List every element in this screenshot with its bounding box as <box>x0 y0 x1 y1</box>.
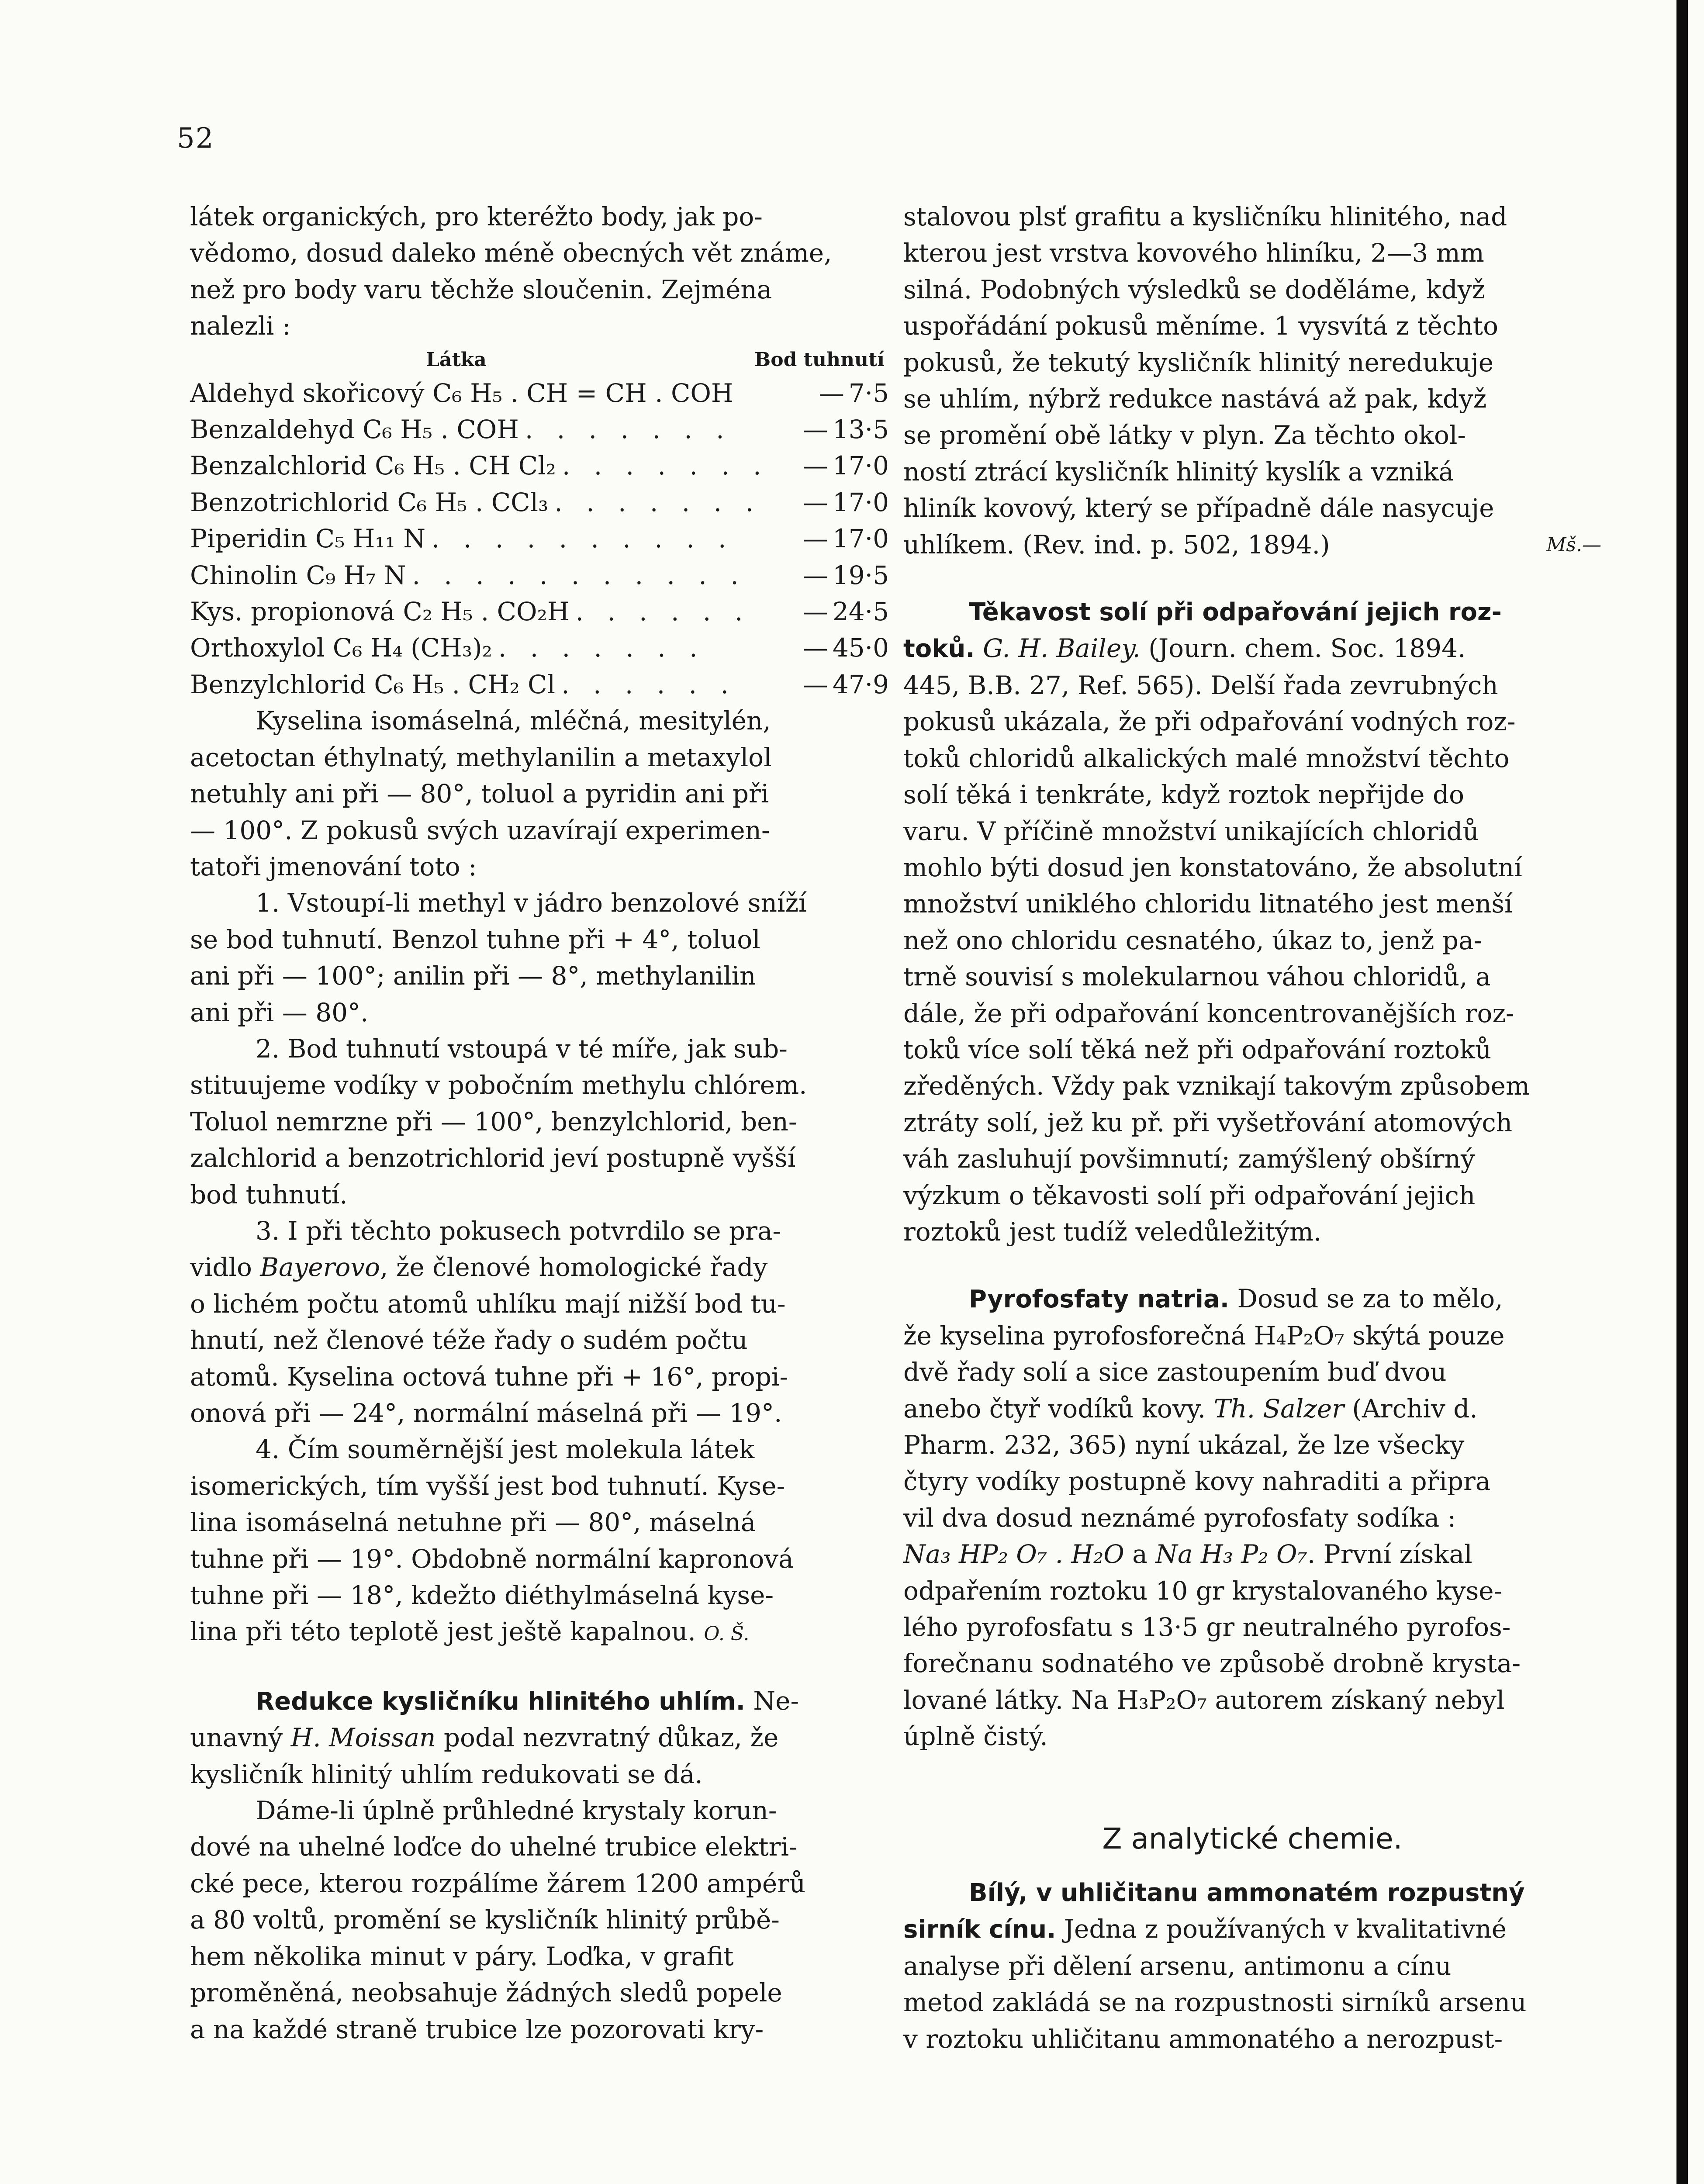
text-line: netuhly ani při — 80°, toluol a pyridin ani při <box>190 779 769 809</box>
text-line <box>190 1720 889 1756</box>
text-line: onová při — 24°, normální máselná při — 19°. <box>190 1398 782 1428</box>
cited-name: Bayerovo <box>260 1252 380 1282</box>
table-row <box>190 411 889 448</box>
author-signature: O. Š. <box>704 1623 750 1645</box>
text-line: varu. V příčině množství unikajících chloridů <box>903 816 1479 846</box>
cited-name: H. Moissan <box>290 1723 436 1753</box>
text-fragment: podal nezvratný důkaz, že <box>436 1723 779 1753</box>
text-fragment: (Journ. chem. Soc. 1894. <box>1140 633 1466 663</box>
text-line: čtyry vodíky postupně kovy nahraditi a připra <box>903 1466 1491 1496</box>
text-line: se uhlím, nýbrž redukce nastává až pak, když <box>903 384 1487 414</box>
text-line: pokusů ukázala, že při odpařování vodných roz- <box>903 707 1516 737</box>
text-line <box>190 1614 889 1652</box>
text-line: 1. Vstoupí-li methyl v jádro benzolové sníží <box>256 888 807 918</box>
text-line: isomerických, tím vyšší jest bod tuhnutí. Kyse- <box>190 1471 785 1501</box>
cited-name: Th. Salzer <box>1213 1393 1344 1424</box>
section-heading-line <box>903 594 1601 630</box>
text-line: atomů. Kyselina octová tuhne při + 16°, propi- <box>190 1362 788 1392</box>
leader-dots: . . . . . . . <box>562 451 769 481</box>
text-line: stalovou plsť grafitu a kysličníku hlinitého, nad <box>903 202 1507 232</box>
leader-dots: . . . . . . . <box>525 415 732 445</box>
section-heading: Těkavost solí při odpařování jejich roz- <box>969 598 1502 627</box>
text-fragment: a <box>1124 1539 1156 1569</box>
freezing-value: 47·9 <box>832 669 889 699</box>
leader-dots: . . . . . . <box>561 669 736 699</box>
table-row <box>190 448 889 484</box>
text-fragment: Ne- <box>745 1686 799 1716</box>
text-line: uspořádání pokusů měníme. 1 vysvítá z těchto <box>903 311 1499 341</box>
text-line: bod tuhnutí. <box>190 1179 348 1209</box>
text-fragment: Dosud se za to mělo, <box>1229 1284 1503 1314</box>
text-line: 445, B.B. 27, Ref. 565). Delší řada zevrubných <box>903 670 1498 700</box>
table-row <box>190 484 889 521</box>
text-line: kterou jest vrstva kovového hliníku, 2—3 mm <box>903 238 1484 268</box>
spacer <box>190 1652 889 1683</box>
table-header-substance: Látka <box>426 348 487 371</box>
text-line: toků chloridů alkalických malé množství těchto <box>903 743 1510 773</box>
table-row <box>190 594 889 630</box>
text-line: dové na uhelné loďce do uhelné trubice elektri- <box>190 1832 798 1862</box>
text-line: lované látky. Na H₃P₂O₇ autorem získaný nebyl <box>903 1685 1505 1715</box>
text-line: pokusů, že tekutý kysličník hlinitý neredukuje <box>903 347 1494 377</box>
freezing-value: 17·0 <box>832 524 889 554</box>
text-line: množství uniklého chloridu litnatého jest menší <box>903 889 1513 919</box>
page-number: 52 <box>177 122 214 155</box>
substance-name: Benzalchlorid C₆ H₅ . CH Cl₂ <box>190 451 556 481</box>
text-line: 3. I při těchto pokusech potvrdilo se pra- <box>256 1216 781 1246</box>
text-line: ností ztrácí kysličník hlinitý kyslík a vzniká <box>903 456 1454 487</box>
text-line: než ono chloridu cesnatého, úkaz to, jenž pa- <box>903 925 1483 955</box>
text-line: 2. Bod tuhnutí vstoupá v té míře, jak sub- <box>256 1033 788 1064</box>
spacer <box>903 1250 1601 1281</box>
section-title: Z analytické chemie. <box>1102 1821 1403 1856</box>
minus-sign: — <box>802 451 828 481</box>
text-line: mohlo býti dosud jen konstatováno, že absolutní <box>903 852 1522 882</box>
substance-name: Piperidin C₅ H₁₁ N <box>190 524 426 554</box>
text-fragment: vidlo <box>190 1252 260 1282</box>
text-line: váh zasluhují povšimnutí; zamýšlený obšírný <box>903 1144 1475 1174</box>
substance-name: Benzotrichlorid C₆ H₅ . CCl₃ <box>190 487 549 517</box>
text-line: cké pece, kterou rozpálíme žárem 1200 ampérů <box>190 1868 806 1898</box>
text-fragment: , že členové homologické řady <box>380 1252 768 1282</box>
text-line: — 100°. Z pokusů svých uzavírají experimen- <box>190 815 770 845</box>
text-line: dále, že při odpařování koncentrovanějších roz- <box>903 998 1514 1028</box>
table-row <box>190 557 889 594</box>
text-fragment: anebo čtyř vodíků kovy. <box>903 1393 1206 1424</box>
text-fragment: unavný <box>190 1723 291 1753</box>
text-fragment: uhlíkem. (Rev. ind. p. 502, 1894.) <box>903 529 1330 560</box>
text-line: Kyselina isomáselná, mléčná, mesitylén, <box>256 706 771 736</box>
text-line: dvě řady solí a sice zastoupením buď dvou <box>903 1357 1447 1387</box>
text-fragment: (Archiv d. <box>1344 1393 1478 1424</box>
text-line <box>903 630 1601 667</box>
text-line: tuhne při — 18°, kdežto diéthylmáselná kyse- <box>190 1580 774 1610</box>
section-heading: toků. <box>903 635 975 663</box>
text-line: se promění obě látky v plyn. Za těchto okol- <box>903 420 1466 450</box>
spacer <box>903 563 1601 594</box>
text-line: úplně čistý. <box>903 1721 1048 1752</box>
table-header-freezing-point: Bod tuhnutí <box>754 348 885 371</box>
text-line: tatoři jmenování toto : <box>190 851 477 881</box>
text-line: vědomo, dosud daleko méně obecných vět známe, <box>190 238 832 268</box>
text-line <box>903 1391 1601 1427</box>
text-line: o lichém počtu atomů uhlíku mají nižší bod tu- <box>190 1289 786 1319</box>
text-line: než pro body varu těchže sloučenin. Zejména <box>190 274 772 304</box>
text-fragment: lina při této teplotě jest ještě kapalnou. <box>190 1617 696 1647</box>
substance-name: Orthoxylol C₆ H₄ (CH₃)₂ <box>190 633 492 663</box>
minus-sign: — <box>802 487 828 517</box>
table-row <box>190 375 889 411</box>
freezing-point-table <box>190 375 889 703</box>
text-line: analyse při dělení arsenu, antimonu a cínu <box>903 1951 1452 1981</box>
cited-name: G. H. Bailey. <box>983 633 1141 663</box>
right-column <box>903 199 1601 2057</box>
text-line: lého pyrofosfatu s 13·5 gr neutralného pyrofos- <box>903 1612 1511 1642</box>
text-line: proměněná, neobsahuje žádných sledů popele <box>190 1978 782 2008</box>
text-line: výzkum o těkavosti solí při odpařování jejich <box>903 1180 1476 1210</box>
chemical-formula: Na H₃ P₂ O₇ <box>1155 1539 1307 1569</box>
left-column <box>190 199 889 2048</box>
text-line: roztoků jest tudíž veledůležitým. <box>903 1216 1322 1247</box>
text-line <box>903 527 1601 563</box>
text-line: Toluol nemrzne při — 100°, benzylchlorid, ben- <box>190 1106 797 1137</box>
minus-sign: — <box>802 415 828 445</box>
text-line: tuhne při — 19°. Obdobně normální kapronová <box>190 1544 794 1574</box>
freezing-value: 17·0 <box>832 451 889 481</box>
table-row <box>190 667 889 703</box>
leader-dots: . . . . . . . . . . . <box>412 560 747 590</box>
minus-sign: — <box>802 560 828 590</box>
freezing-value: 24·5 <box>832 597 889 627</box>
section-heading: Bílý, v uhličitanu ammonatém rozpustný <box>969 1879 1525 1908</box>
text-line: silná. Podobných výsledků se doděláme, když <box>903 274 1486 304</box>
text-line: Dáme-li úplně průhledné krystaly korun- <box>256 1796 777 1826</box>
text-line: 4. Čím souměrnější jest molekula látek <box>256 1434 755 1465</box>
author-signature: Mš.— <box>1546 533 1601 556</box>
minus-sign: — <box>802 633 828 663</box>
freezing-value: 7·5 <box>848 378 889 408</box>
leader-dots: . . . . . . <box>575 597 751 627</box>
text-line: se bod tuhnutí. Benzol tuhne při + 4°, toluol <box>190 924 760 954</box>
text-line: lina isomáselná netuhne při — 80°, máselná <box>190 1507 756 1538</box>
text-line: acetoctan éthylnatý, methylanilin a metaxylol <box>190 742 772 772</box>
table-row <box>190 630 889 666</box>
minus-sign: — <box>819 378 844 408</box>
text-line: v roztoku uhličitanu ammonatého a nerozpust- <box>903 2024 1503 2054</box>
section-heading: sirník cínu. <box>903 1915 1056 1944</box>
leader-dots: . . . . . . . <box>498 633 705 663</box>
section-heading: Pyrofosfaty natria. <box>969 1285 1230 1314</box>
text-line: ztráty solí, jež ku př. při vyšetřování atomových <box>903 1107 1513 1137</box>
section-heading-line <box>190 1683 889 1720</box>
leader-dots: . . . . . . . . . . <box>432 524 734 554</box>
text-line: trně souvisí s molekularnou váhou chloridů, a <box>903 962 1491 992</box>
text-line: že kyselina pyrofosforečná H₄P₂O₇ skýtá pouze <box>903 1320 1505 1351</box>
text-line: ani při — 100°; anilin při — 8°, methylanilin <box>190 961 756 991</box>
text-line: kysličník hlinitý uhlím redukovati se dá. <box>190 1759 703 1789</box>
substance-name: Benzylchlorid C₆ H₅ . CH₂ Cl <box>190 669 556 699</box>
table-header <box>190 345 889 375</box>
leader-dots: . . . . . . . <box>554 487 761 517</box>
substance-name: Aldehyd skořicový C₆ H₅ . CH = CH . COH <box>190 378 733 408</box>
text-line: ani při — 80°. <box>190 997 369 1027</box>
text-line: Pharm. 232, 365) nyní ukázal, že lze všecky <box>903 1430 1465 1460</box>
text-line: metod zakládá se na rozpustnosti sirníků arsenu <box>903 1987 1527 2018</box>
text-line: stituujeme vodíky v pobočním methylu chlórem. <box>190 1070 807 1100</box>
minus-sign: — <box>802 669 828 699</box>
text-line: forečnanu sodnatého ve způsobě drobně krysta- <box>903 1648 1521 1679</box>
text-line: a na každé straně trubice lze pozorovati kry- <box>190 2014 764 2044</box>
text-line: hnutí, než členové téže řady o sudém počtu <box>190 1325 748 1355</box>
freezing-value: 17·0 <box>832 487 889 517</box>
section-heading-line <box>903 1281 1601 1317</box>
section-heading: Redukce kysličníku hlinitého uhlím. <box>256 1687 745 1716</box>
section-heading-line <box>903 1874 1601 1911</box>
text-line: hliník kovový, který se případně dále nasycuje <box>903 493 1494 523</box>
minus-sign: — <box>802 524 828 554</box>
text-line: toků více solí těká než při odpařování roztoků <box>903 1034 1492 1064</box>
text-line: a 80 voltů, promění se kysličník hlinitý průbě- <box>190 1905 780 1935</box>
text-line: hem několika minut v páry. Loďka, v grafit <box>190 1941 734 1971</box>
text-line: nalezli : <box>190 311 291 341</box>
freezing-value: 19·5 <box>832 560 889 590</box>
text-line: látek organických, pro kteréžto body, jak po- <box>190 202 763 232</box>
freezing-value: 45·0 <box>832 633 889 663</box>
substance-name: Kys. propionová C₂ H₅ . CO₂H <box>190 597 570 627</box>
text-line: solí těká i tenkráte, když roztok nepřijde do <box>903 780 1464 810</box>
text-line: zředěných. Vždy pak vznikají takovým způsobem <box>903 1071 1530 1101</box>
table-row <box>190 521 889 557</box>
text-line <box>190 1249 889 1286</box>
text-line <box>903 1536 1601 1572</box>
text-line: odpařením roztoku 10 gr krystalovaného kyse- <box>903 1576 1503 1606</box>
text-fragment: Jedna z používaných v kvalitativné <box>1056 1914 1507 1944</box>
minus-sign: — <box>802 597 828 627</box>
chemical-formula: Na₃ HP₂ O₇ . H₂O <box>903 1539 1124 1569</box>
text-line: vil dva dosud neznámé pyrofosfaty sodíka : <box>903 1503 1456 1533</box>
page-edge-shadow <box>1676 0 1688 2184</box>
text-line <box>903 1911 1601 1948</box>
text-line: zalchlorid a benzotrichlorid jeví postupně vyšší <box>190 1143 796 1173</box>
freezing-value: 13·5 <box>832 415 889 445</box>
substance-name: Benzaldehyd C₆ H₅ . COH <box>190 415 519 445</box>
text-fragment: . První získal <box>1307 1539 1472 1569</box>
substance-name: Chinolin C₉ H₇ N <box>190 560 406 590</box>
